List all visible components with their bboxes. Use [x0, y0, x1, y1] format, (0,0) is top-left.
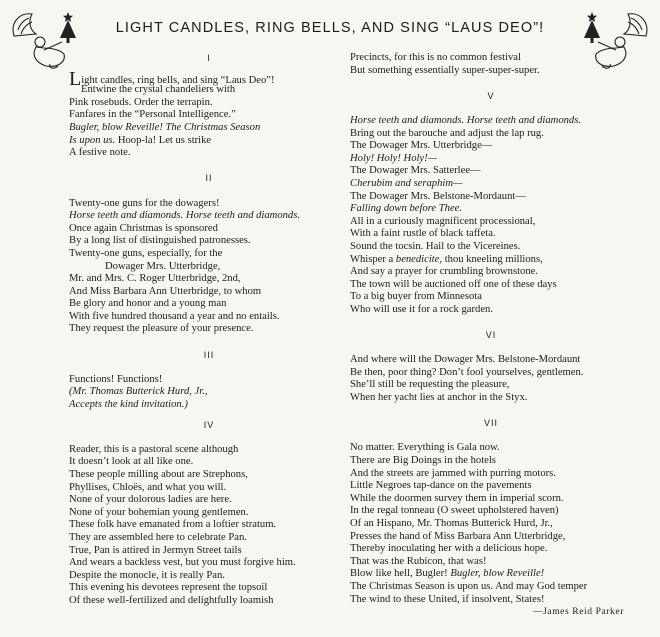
- poem-line: Accepts the kind invitation.): [69, 399, 188, 411]
- section-numeral: IV: [203, 419, 215, 430]
- poem-line: The Dowager Mrs. Satterlee—: [350, 165, 481, 177]
- poem-line: Twenty-one guns, especially, for the: [69, 247, 223, 259]
- poem-line: Be glory and honor and a young man: [69, 298, 227, 310]
- poem-line: A festive note.: [69, 147, 131, 159]
- drop-cap: L: [69, 67, 82, 90]
- poem-line: Be then, poor thing? Don’t fool yourselves, gentlemen.: [350, 366, 584, 378]
- poem-line: Is upon us. Hoop-la! Let us strike: [69, 134, 212, 146]
- poem-line: Blow like hell, Bugler! Bugler, blow Reveille!: [350, 568, 545, 580]
- poem-line: All in a curiously magnificent processional,: [350, 215, 536, 227]
- section-numeral: V: [487, 90, 495, 101]
- poem-line: Pink rosebuds. Order the terrapin.: [69, 96, 213, 108]
- poem-line: And say a prayer for crumbling brownstone.: [350, 266, 538, 278]
- poem-line: True, Pan is attired in Jermyn Street tails: [69, 544, 242, 556]
- section-iv: [69, 419, 349, 608]
- poem-line: They request the pleasure of your presence.: [69, 323, 254, 335]
- poem-line: And where will the Dowager Mrs. Belstone-Mordaunt: [350, 354, 581, 366]
- poem-line: Bugler, blow Reveille! The Christmas Season: [69, 121, 261, 133]
- poem-line: Thereby inoculating her with a delicious hope.: [350, 543, 548, 555]
- poem-line: To a big buyer from Minnesota: [350, 291, 482, 303]
- poem-line: The Dowager Mrs. Utterbridge—: [350, 140, 493, 152]
- poem-line: While the doormen survey them in imperial scorn.: [350, 492, 564, 504]
- poem-line: Phyllises, Chloës, and what you will.: [69, 481, 227, 493]
- poem-line: None of your bohemian young gentlemen.: [69, 506, 249, 518]
- poem-line: Dowager Mrs. Utterbridge,: [105, 260, 221, 272]
- section-iii: [69, 349, 349, 412]
- poem-line: Reader, this is a pastoral scene although: [69, 443, 239, 455]
- poem-line: There are Big Doings in the hotels: [350, 455, 496, 466]
- poem-line: Functions! Functions!: [69, 373, 163, 385]
- section-numeral: I: [207, 53, 211, 63]
- section-ii: [69, 172, 349, 336]
- right-column: [350, 52, 632, 619]
- section-numeral: III: [203, 349, 215, 360]
- poem-line: Holy! Holy! Holy!—: [350, 152, 438, 164]
- poem-line: Once again Christmas is sponsored: [69, 222, 218, 234]
- poem-line: None of your dolorous ladies are here.: [69, 494, 232, 506]
- poem-line: These people milling about are Strephons,: [69, 469, 248, 480]
- poem-line: No matter. Everything is Gala now.: [350, 442, 500, 454]
- poem-line: Whisper a benedicite, thou kneeling millions,: [350, 253, 543, 265]
- poem-line: Despite the monocle, it is really Pan.: [69, 569, 225, 581]
- poem-line: When her yacht lies at anchor in the Styx.: [350, 392, 528, 404]
- poem-line: But something essentially super-super-super.: [350, 64, 540, 76]
- poem-line: Fanfares in the “Personal Intelligence.”: [69, 109, 236, 121]
- poem-line: Of these well-fertilized and delightfully loamish: [69, 594, 274, 606]
- poem-line: And the streets are jammed with purring motors.: [350, 467, 556, 479]
- section-numeral: VI: [485, 330, 497, 341]
- poem-line: The wind to these United, if insolvent, States!: [350, 593, 545, 605]
- poem-line: Of an Hispano, Mr. Thomas Butterick Hurd, Jr.,: [350, 517, 553, 529]
- poem-line: These folk have emanated from a loftier stratum.: [69, 519, 277, 531]
- poem-line: Entwine the crystal chandeliers with: [81, 84, 236, 96]
- poem-line: Twenty-one guns for the dowagers!: [69, 197, 220, 209]
- poem-line: Who will use it for a rock garden.: [350, 303, 493, 315]
- poem-title: LIGHT CANDLES, RING BELLS, AND SING “LAUS DEO”!: [115, 20, 545, 36]
- poem-line: Mr. and Mrs. C. Roger Utterbridge, 2nd,: [69, 273, 241, 285]
- left-column: [69, 52, 349, 608]
- poem-line: She’ll still be requesting the pleasure,: [350, 379, 510, 391]
- poem-line: Presses the hand of Miss Barbara Ann Utterbridge,: [350, 530, 566, 542]
- section-i: [69, 52, 349, 160]
- poem-line: The Christmas Season is upon us. And may God temper: [350, 580, 588, 592]
- poem-line: With five hundred thousand a year and no entails.: [69, 310, 280, 322]
- poem-line: They are assembled here to celebrate Pan.: [69, 531, 247, 543]
- poem-line: This evening his devotees represent the topsoil: [69, 582, 268, 594]
- poem-line: Precincts, for this is no common festival: [350, 52, 521, 63]
- poem-line: And wears a backless vest, but you must forgive him.: [69, 557, 296, 569]
- section-numeral: II: [205, 173, 213, 184]
- section-iv-continued: [350, 52, 632, 77]
- poem-line: Cherubim and seraphim—: [350, 177, 463, 189]
- poem-line: Little Negroes tap-dance on the pavements: [350, 480, 532, 492]
- poem-line: Bring out the barouche and adjust the lap rug.: [350, 127, 544, 139]
- poem-line: Horse teeth and diamonds. Horse teeth and diamonds.: [69, 210, 300, 222]
- poem-line: With a faint rustle of black taffeta.: [350, 228, 496, 240]
- poem-line: In the regal tonneau (O sweet upholstered haven): [350, 505, 559, 517]
- poem-line: And Miss Barbara Ann Utterbridge, to whom: [69, 285, 262, 297]
- section-vi: [350, 329, 632, 405]
- author-signature: —James Reid Parker: [532, 607, 624, 618]
- section-v: [350, 90, 632, 317]
- poem-line: (Mr. Thomas Butterick Hurd, Jr.,: [69, 386, 208, 398]
- poem-line: It doesn’t look at all like one.: [69, 456, 194, 468]
- poem-line: That was the Rubicon, that was!: [350, 555, 487, 567]
- poem-line: Falling down before Thee.: [350, 203, 463, 215]
- poem-line: The town will be auctioned off one of these days: [350, 278, 557, 290]
- poem-line: Horse teeth and diamonds. Horse teeth and diamonds.: [350, 114, 581, 126]
- poem-line: The Dowager Mrs. Belstone-Mordaunt—: [350, 190, 526, 202]
- poem-line: By a long list of distinguished patronesses.: [69, 235, 251, 247]
- section-vii: [350, 417, 632, 619]
- section-numeral: VII: [483, 418, 498, 429]
- poem-line: Sound the tocsin. Hail to the Vicereines.: [350, 240, 521, 252]
- poem-line: Light candles, ring bells, and sing “Laus Deo”!: [69, 67, 275, 90]
